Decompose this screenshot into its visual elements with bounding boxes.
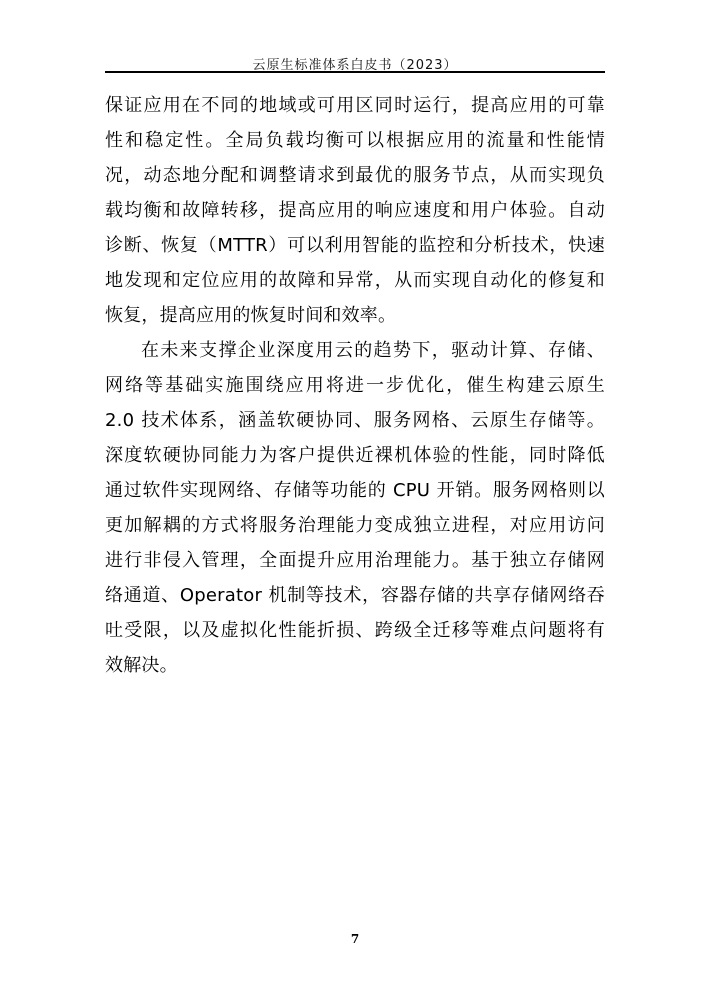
page-header-title: 云原生标准体系白皮书（2023） xyxy=(252,58,458,73)
text-line: 恢复，提高应用的恢复时间和效率。 xyxy=(105,305,397,326)
text-line: 吐受限，以及虚拟化性能折损、跨级全迁移等难点问题将有 xyxy=(105,620,605,641)
text-line: 更加解耦的方式将服务治理能力变成独立进程，对应用访问 xyxy=(105,515,605,536)
paragraph xyxy=(105,88,605,333)
text-line: 进行非侵入管理，全面提升应用治理能力。基于独立存储网 xyxy=(105,550,605,571)
paragraph xyxy=(105,333,605,683)
text-line: 载均衡和故障转移，提高应用的响应速度和用户体验。自动 xyxy=(105,200,605,221)
text-line: 况，动态地分配和调整请求到最优的服务节点，从而实现负 xyxy=(105,165,605,186)
text-line: 2.0 技术体系，涵盖软硬协同、服务网格、云原生存储等。 xyxy=(105,410,605,431)
text-line: 性和稳定性。全局负载均衡可以根据应用的流量和性能情 xyxy=(105,130,605,151)
text-line: 保证应用在不同的地域或可用区同时运行，提高应用的可靠 xyxy=(105,95,605,116)
text-line: 通过软件实现网络、存储等功能的 CPU 开销。服务网格则以 xyxy=(105,480,605,501)
text-line: 在未来支撑企业深度用云的趋势下，驱动计算、存储、 xyxy=(141,340,605,361)
text-line: 地发现和定位应用的故障和异常，从而实现自动化的修复和 xyxy=(105,270,605,291)
text-line: 络通道、Operator 机制等技术，容器存储的共享存储网络吞 xyxy=(105,585,605,606)
page-number: 7 xyxy=(350,932,360,946)
text-line: 网络等基础实施围绕应用将进一步优化，催生构建云原生 xyxy=(105,375,605,396)
text-line: 诊断、恢复（MTTR）可以利用智能的监控和分析技术，快速 xyxy=(105,235,605,256)
header-divider xyxy=(105,71,605,73)
body-text xyxy=(105,88,605,683)
text-line: 效解决。 xyxy=(105,655,178,676)
text-line: 深度软硬协同能力为客户提供近裸机体验的性能，同时降低 xyxy=(105,445,605,466)
